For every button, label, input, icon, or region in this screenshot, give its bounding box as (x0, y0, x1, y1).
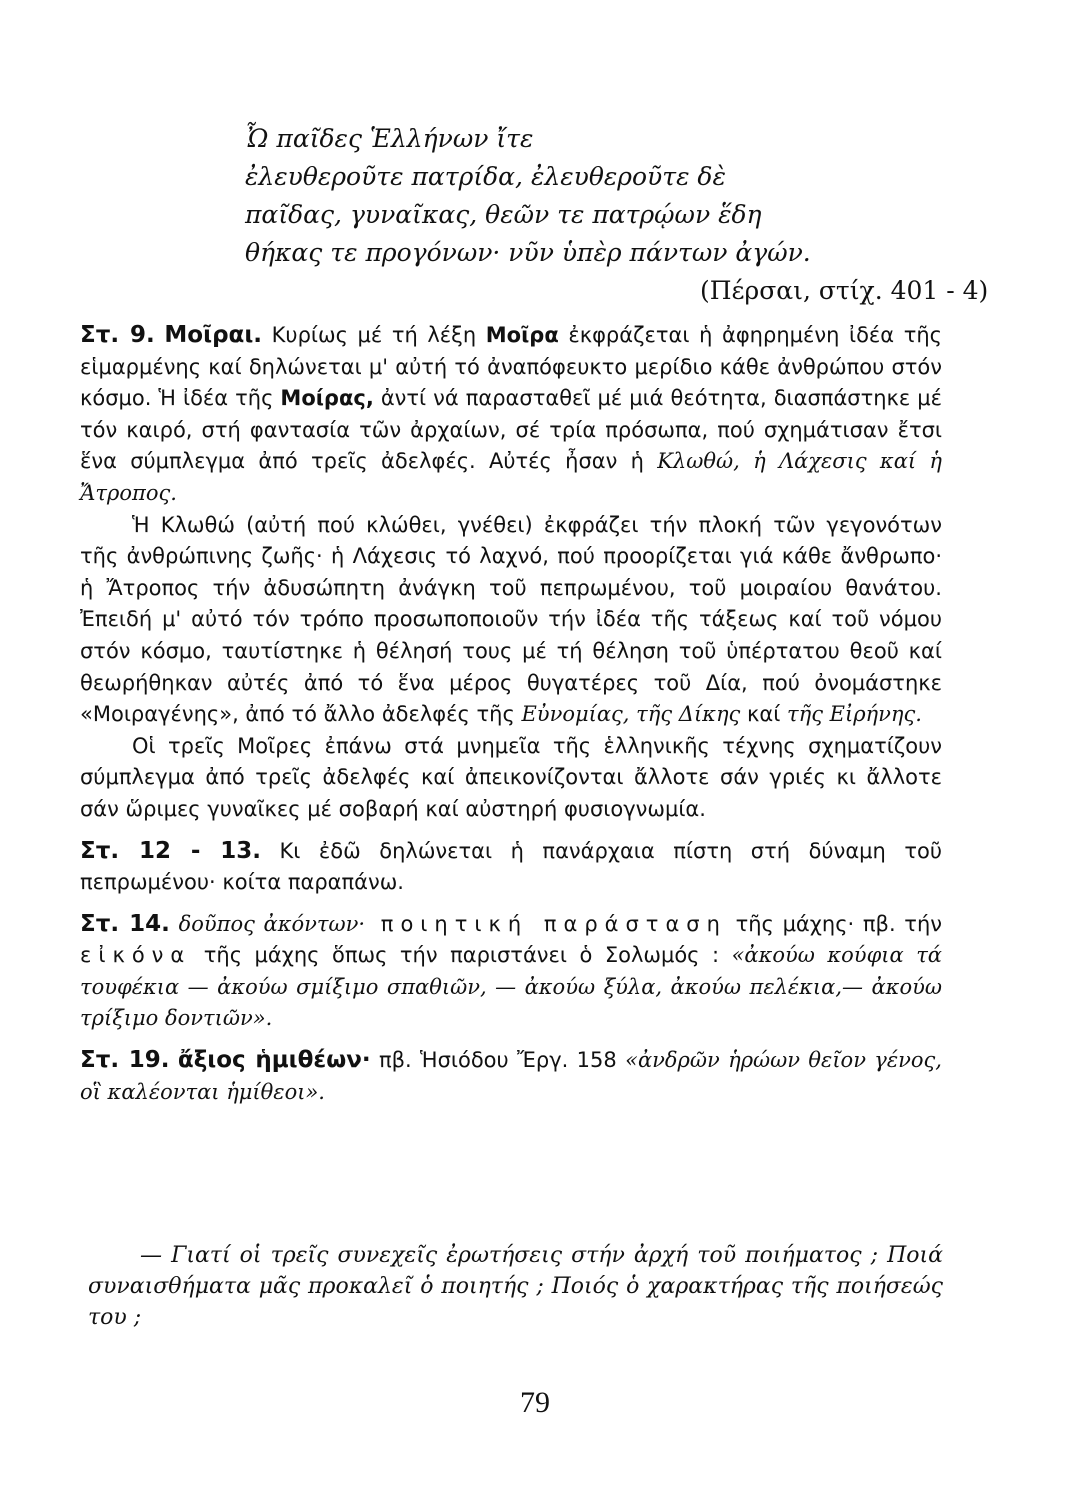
note-verse-9-moirai (80, 510, 942, 731)
commentary (80, 320, 942, 1108)
verse-line: ἐλευθεροῦτε πατρίδα, ἐλευθεροῦτε δὲ (245, 162, 726, 191)
note-keyword: Μοῖρα (485, 323, 559, 347)
note-label: Στ. 12 - 13. (80, 837, 261, 864)
note-text: ἐκφράζεται ἡ ἀφηρημένη ἰδέα τῆς εἱμαρμένης καί δηλώνεται μ' αὐτή τό ἀναπόφευκτο μερίδιο κάθε ἀνθρώπου στόν κόσμο. Ἡ ἰδέα τῆς (80, 323, 943, 411)
note-keyword: ἄξιος ἡμιθέων· (177, 1047, 371, 1074)
note-text: Κυρίως μέ τή λέξη (262, 323, 486, 347)
note-verse-9-art (80, 731, 942, 826)
questions-text: — Γιατί οἱ τρεῖς συνεχεῖς ἐρωτήσεις στήν ἀρχή τοῦ ποιήματος ; Ποιά συναισθήματα μᾶς προκαλεῖ ὁ ποιητής ; Ποιός ὁ χαρακτήρας τῆς ποιήσεώς του ; (88, 1243, 943, 1330)
note-keyword: Μοίρας, (280, 386, 374, 411)
verse-quotation (245, 120, 989, 305)
note-text: ἀντί νά παρασταθεῖ μέ μιά θεότητα, διασπάστηκε μέ τόν καιρό, στή φαντασία τῶν ἀρχαίων, σέ τρία πρόσωπα, πού σχημάτισαν ἔτσι ἕνα σύμπλεγμα ἀπό τρεῖς ἀδελφές. Αὐτές ἦσαν ἡ (80, 386, 942, 474)
note-verse-19 (80, 1045, 942, 1108)
note-label: Στ. 19. (80, 1047, 170, 1074)
note-keyword: Μοῖραι. (164, 322, 263, 348)
note-label: Στ. 9. (80, 322, 155, 348)
note-italic: Εὐνομίας, τῆς Δίκης (521, 702, 741, 727)
verse-citation: (Πέρσαι, στίχ. 401 - 4) (700, 276, 989, 305)
note-text: καί (740, 702, 787, 727)
note-text: Ἡ Κλωθώ (αὐτή πού κλώθει, γνέθει) ἐκφράζει τήν πλοκή τῶν γεγονότων τῆς ἀνθρώπινης ζωῆς· ἡ Λάχεσις τό λαχνό, πού προορίζεται γιά κάθε ἄνθρωπο· ἡ Ἄτροπος τήν ἀδυσώπητη ἀνάγκη τοῦ πεπρωμένου, τοῦ μοιραίου θανάτου. Ἐπειδή μ' αὐτό τόν τρόπο προσωποποιοῦν τήν ἰδέα τῆς τάξεως καί τοῦ νόμου στόν κόσμο, ταυτίστηκε ἡ θέλησή τους μέ τή θέληση τοῦ ὑπέρτατου θεοῦ καί θεωρήθηκαν αὐτές ἀπό τό ἕνα μέρος θυγατέρες τοῦ Δία, πού ὀνομάστηκε «Μοιραγένης», ἀπό τό ἄλλο ἀδελφές τῆς (80, 512, 942, 727)
note-verse-12-13 (80, 836, 942, 899)
note-text: τῆς μάχης· πβ. τήν (726, 911, 942, 936)
note-italic: «ἀνδρῶν ἡρώων θεῖον γένος, οἳ καλέονται ἡμίθεοι». (80, 1048, 942, 1104)
note-text: Κι ἐδῶ δηλώνεται ἡ πανάρχαια πίστη στή δύναμη τοῦ πεπρωμένου· κοίτα παραπάνω. (80, 838, 942, 895)
verse-line: θήκας τε προγόνων· νῦν ὑπὲρ πάντων ἀγών. (245, 238, 811, 267)
verse-line: παῖδας, γυναῖκας, θεῶν τε πατρῴων ἕδη (245, 200, 762, 229)
note-italic: τῆς Εἰρήνης. (787, 702, 922, 727)
note-spaced: ποιητική παράσταση (365, 911, 727, 936)
page-number: 79 (520, 1386, 550, 1419)
note-italic: «ἀκούω κούφια τά τουφέκια — ἀκούω σμίξιμο σπαθιῶν, — ἀκούω ξύλα, ἀκούω πελέκια,— ἀκούω τρίξιμο δοντιῶν». (80, 943, 942, 1031)
note-spaced: εἰκόνα (80, 943, 192, 968)
note-italic: δοῦπος ἀκόντων· (178, 911, 366, 936)
verse-line: Ὦ παῖδες Ἑλλήνων ἴτε (245, 124, 534, 153)
study-questions (88, 1240, 943, 1333)
note-italic: Κλωθώ, ἡ Λάχεσις καί ἡ Ἄτροπος. (80, 449, 942, 505)
note-verse-9 (80, 320, 942, 510)
note-label: Στ. 14. (80, 910, 170, 937)
note-text: πβ. Ἡσιόδου Ἔργ. 158 (370, 1048, 626, 1073)
note-text: τῆς μάχης ὅπως τήν παριστάνει ὁ Σολωμός : (191, 943, 732, 968)
note-text: Οἱ τρεῖς Μοῖρες ἐπάνω στά μνημεῖα τῆς ἑλληνικῆς τέχνης σχηματίζουν σύμπλεγμα ἀπό τρεῖς ἀδελφές καί ἀπεικονίζονται ἄλλοτε σάν γριές κι ἄλλοτε σάν ὥριμες γυναῖκες μέ σοβαρή καί αὐστηρή φυσιογνωμία. (80, 733, 942, 821)
note-verse-14 (80, 909, 942, 1035)
